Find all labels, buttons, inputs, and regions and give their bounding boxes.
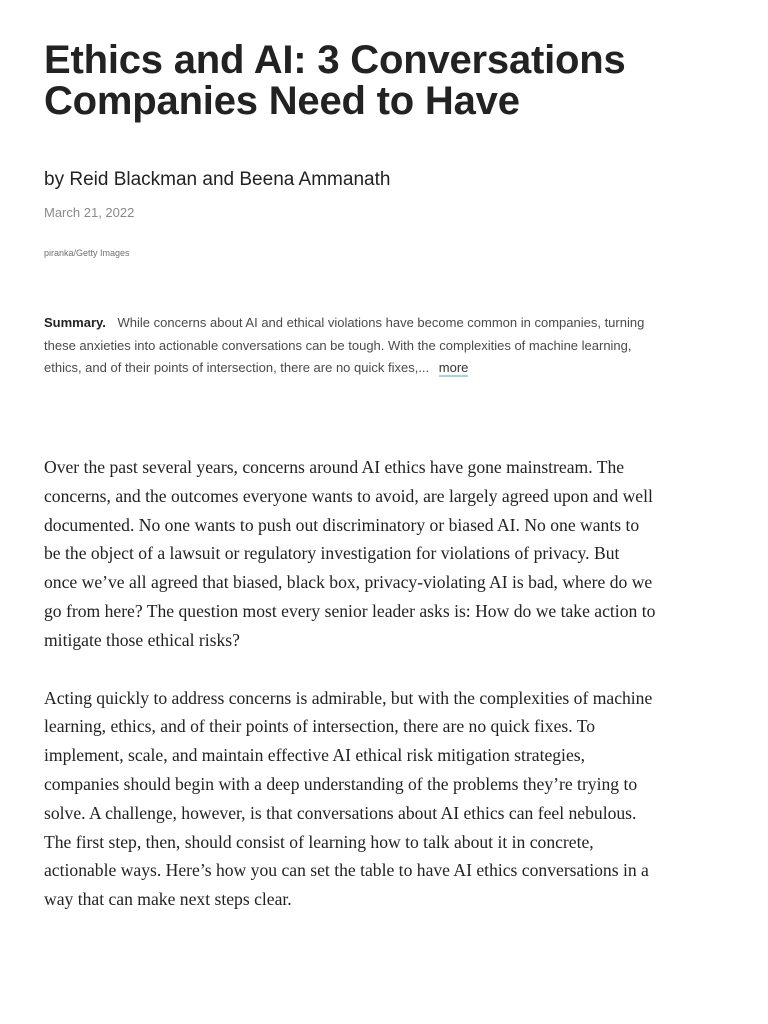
article-summary xyxy=(44,312,656,380)
summary-text: While concerns about AI and ethical violations have become common in companies, turning these anxieties into actionable conversations can be tough. With the complexities of machine learning, ethics, and of their points of intersection, there are no quick fixes,... xyxy=(44,315,645,375)
summary-label: Summary. xyxy=(44,315,106,330)
article-byline: by Reid Blackman and Beena Ammanath xyxy=(44,169,391,190)
article-title: Ethics and AI: 3 Conversations Companies Need to Have xyxy=(44,38,626,123)
article-body xyxy=(44,453,656,943)
body-paragraph: Acting quickly to address concerns is admirable, but with the complexities of machine learning, ethics, and of their points of intersection, there are no quick fixes. To implement, scale, and maintain effective AI ethical risk mitigation strategies, companies should begin with a deep understanding of the problems they’re trying to solve. A challenge, however, is that conversations about AI ethics can feel nebulous. The first step, then, should consist of learning how to talk about it in concrete, actionable ways. Here’s how you can set the table to have AI ethics conversations in a way that can make next steps clear. xyxy=(44,687,653,910)
more-link[interactable]: more xyxy=(438,360,469,375)
publish-date: March 21, 2022 xyxy=(44,205,135,220)
body-paragraph: Over the past several years, concerns around AI ethics have gone mainstream. The concerns, and the outcomes everyone wants to avoid, are largely agreed upon and well documented. No one wants to push out discriminatory or biased AI. No one wants to be the object of a lawsuit or regulatory investigation for violations of privacy. But once we’ve all agreed that biased, black box, privacy-violating AI is bad, where do we go from here? The question most every senior leader asks is: How do we take action to mitigate those ethical risks? xyxy=(44,457,656,650)
image-credit: piranka/Getty Images xyxy=(44,248,130,258)
